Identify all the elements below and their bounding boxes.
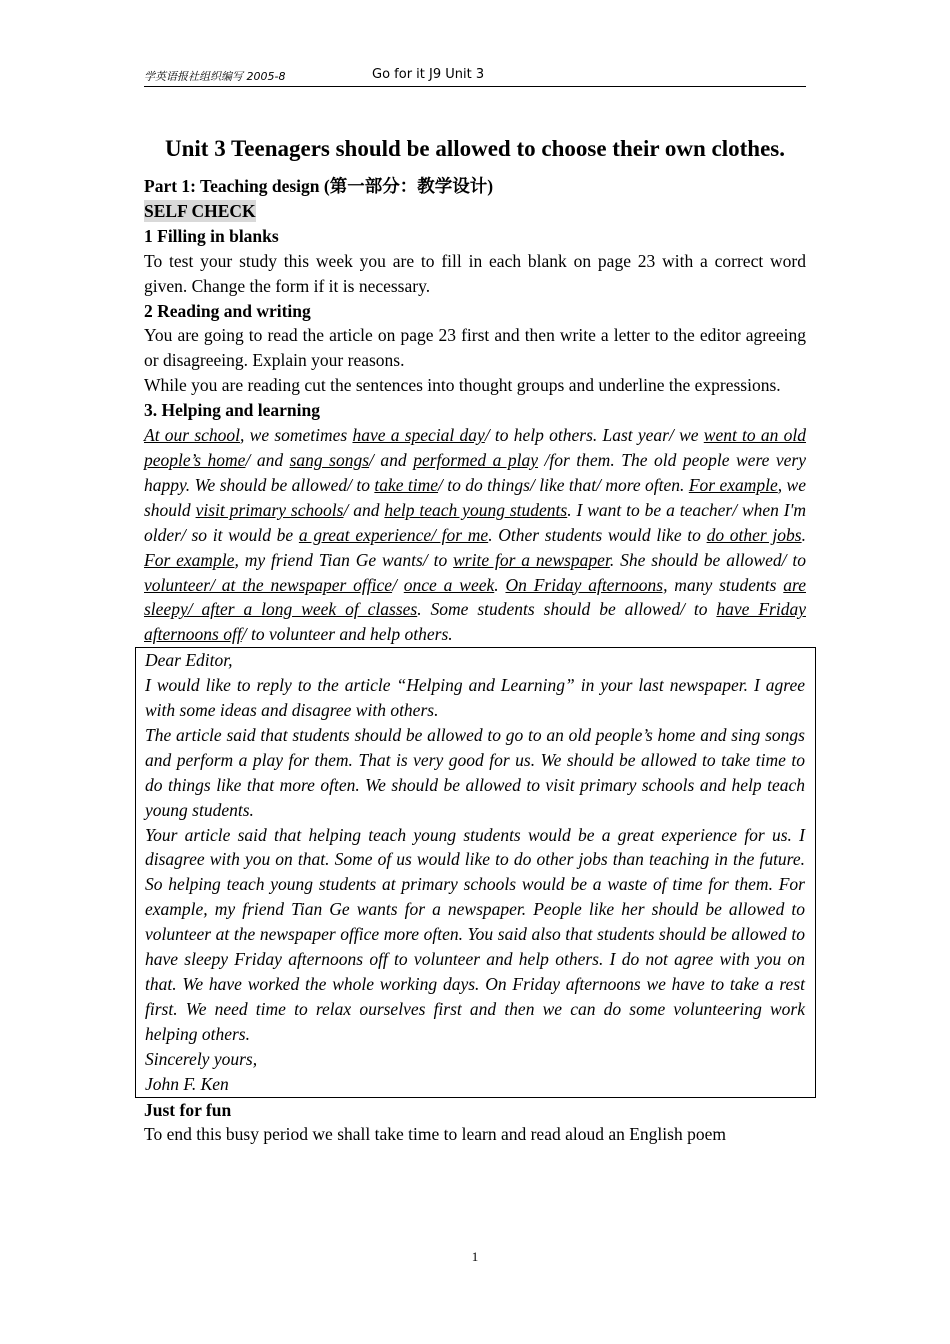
- underlined-expression: do other jobs: [706, 524, 802, 545]
- passage-text: .: [494, 574, 506, 595]
- underlined-expression: sang songs: [289, 449, 370, 470]
- self-check-heading: SELF CHECK: [144, 200, 256, 221]
- passage-text: . She should be allowed/ to: [609, 549, 806, 570]
- underlined-expression: a great experience/ for me: [298, 524, 489, 545]
- underlined-expression: On Friday afternoons,: [505, 574, 668, 595]
- underlined-expression: For example: [144, 549, 235, 570]
- header-unit: Go for it J9 Unit 3: [372, 67, 485, 82]
- section2-text-1: You are going to read the article on page 23 first and then write a letter to the editor agreeing or disagreeing. Explain your reasons.: [144, 325, 806, 371]
- underlined-expression: performed a play: [413, 449, 538, 470]
- underlined-expression: volunteer/ at the newspaper office: [144, 574, 393, 595]
- letter-signature: John F. Ken: [145, 1073, 229, 1094]
- section1-text: To test your study this week you are to fill in each blank on page 23 with a correct word given. Change the form if it is necessary.: [144, 250, 806, 296]
- letter-closing: Sincerely yours,: [145, 1048, 258, 1069]
- underlined-expression: take time: [374, 474, 439, 495]
- underlined-expression: write for a newspaper: [453, 549, 610, 570]
- page-header: [144, 66, 806, 87]
- passage-text: / to help others. Last year/ we: [484, 425, 704, 446]
- underlined-expression: once a week: [403, 574, 495, 595]
- passage-text: / and: [343, 499, 385, 520]
- passage-text: / to volunteer and help others.: [241, 624, 453, 645]
- reading-passage: [144, 423, 806, 647]
- passage-text: / and: [369, 449, 414, 470]
- fun-text: To end this busy period we shall take time to learn and read aloud an English poem: [144, 1124, 726, 1145]
- letter-paragraph-3: Your article said that helping teach young students would be a great experience for us. I disagree with you on that. Some of us would like to do other jobs than teaching in the future. So helping teach young students at primary schools would be a waste of time for them. For example, my friend Tian Ge wants for a newspaper. People like her should be allowed to volunteer at the newspaper office more often. You said also that students should be allowed to have sleepy Friday afternoons off to volunteer and help others. I do not agree with you on that. We have worked the whole working days. On Friday afternoons we have to take a rest first. We need time to relax ourselves first and then we can do some volunteering work helping others.: [145, 824, 805, 1044]
- fun-heading: Just for fun: [144, 1099, 232, 1120]
- underlined-expression: At our school: [144, 425, 241, 446]
- passage-text: . Other students would like to: [488, 524, 707, 545]
- underlined-expression: have a special day: [352, 425, 485, 446]
- section2-text-2: While you are reading cut the sentences into thought groups and underline the expressions.: [144, 375, 781, 396]
- passage-text: , we sometimes: [240, 425, 353, 446]
- letter-paragraph-2: The article said that students should be allowed to go to an old people’s home and sing songs and perform a play for them. That is very good for us. We should be allowed to take time to do things like that more often. We should be allowed to visit primary schools and help teach young students.: [145, 724, 805, 820]
- header-publisher: 学英语报社组织编写 2005-8: [144, 70, 286, 83]
- underlined-expression: are sleepy/ after a long week of classes: [144, 574, 806, 620]
- page-number: 1: [471, 1249, 479, 1264]
- passage-text: /for them. The old people were very happy. We should be allowed/ to: [144, 449, 806, 495]
- passage-text: , we should: [144, 474, 806, 520]
- document-title: Unit 3 Teenagers should be allowed to choose their own clothes.: [165, 136, 785, 161]
- passage-text: . I want to be a teacher/ when I'm older/ so it would be: [144, 499, 806, 545]
- letter-paragraph-1: I would like to reply to the article “Helping and Learning” in your last newspaper. I agree with some ideas and disagree with others.: [145, 675, 805, 721]
- passage-text: . Some students should be allowed/ to: [417, 599, 717, 620]
- part1-heading: Part 1: Teaching design (第一部分：教学设计): [144, 176, 494, 196]
- document-body: [144, 174, 806, 1147]
- passage-text: / and: [245, 449, 290, 470]
- underlined-expression: have Friday afternoons off: [144, 599, 806, 645]
- section2-heading: 2 Reading and writing: [144, 300, 311, 321]
- passage-text: , my friend Tian Ge wants/ to: [234, 549, 454, 570]
- underlined-expression: help teach young students: [384, 499, 568, 520]
- underlined-expression: For example: [688, 474, 778, 495]
- section1-heading: 1 Filling in blanks: [144, 225, 279, 246]
- passage-text: /: [392, 574, 404, 595]
- passage-text: many students: [667, 574, 784, 595]
- section3-heading: 3. Helping and learning: [144, 400, 321, 421]
- letter-greeting: Dear Editor,: [145, 650, 233, 671]
- underlined-expression: went to an old people’s home: [144, 425, 807, 470]
- letter-box: [135, 647, 816, 1097]
- underlined-expression: visit primary schools: [195, 499, 344, 520]
- passage-text: / to do things/ like that/ more often.: [438, 474, 689, 495]
- passage-text: .: [801, 524, 806, 545]
